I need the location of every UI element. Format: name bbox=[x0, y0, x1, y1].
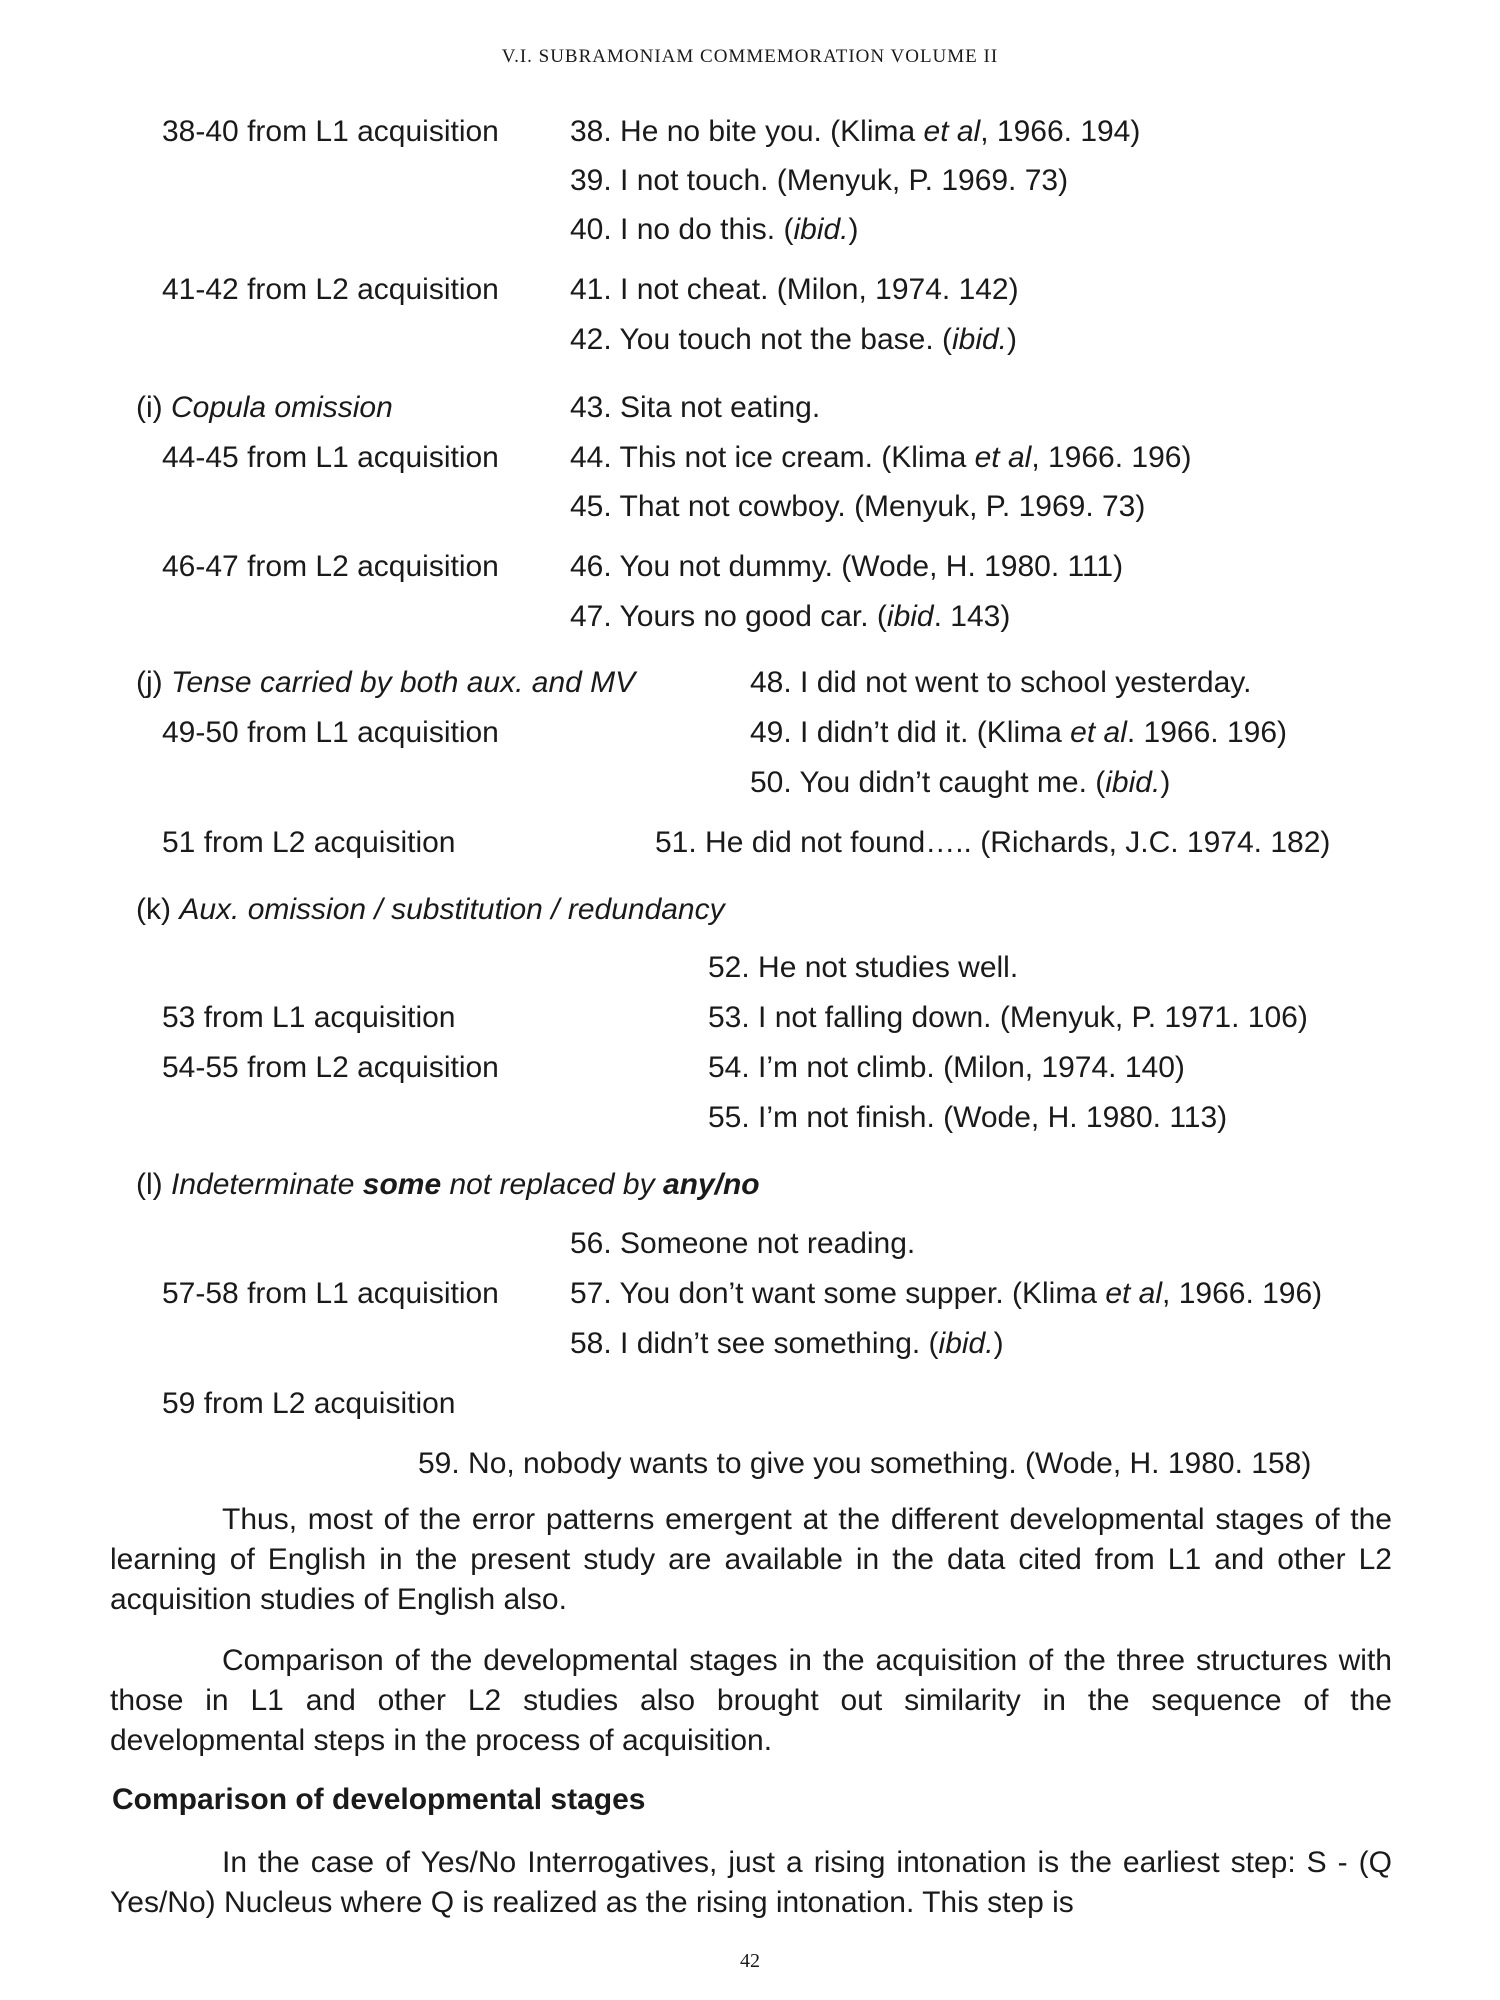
label-54-55: 54-55 from L2 acquisition bbox=[162, 1051, 499, 1084]
paragraph-comparison: Comparison of the developmental stages in the acquisition of the three structures with those in L1 and other L2 studies also brought out similarity in the sequence of the developmental steps in the process of acquisition. bbox=[110, 1644, 1392, 1757]
example-54: 54. I’m not climb. (Milon, 1974. 140) bbox=[708, 1051, 1185, 1084]
example-43: 43. Sita not eating. bbox=[570, 391, 821, 424]
example-39: 39. I not touch. (Menyuk, P. 1969. 73) bbox=[570, 164, 1069, 197]
example-58: 58. I didn’t see something. (ibid.) bbox=[570, 1327, 1004, 1360]
example-57: 57. You don’t want some supper. (Klima et al, 1966. 196) bbox=[570, 1277, 1323, 1310]
section-k-title: (k) Aux. omission / substitution / redundancy bbox=[136, 893, 725, 926]
example-53: 53. I not falling down. (Menyuk, P. 1971. 106) bbox=[708, 1001, 1308, 1034]
section-j-title: (j) Tense carried by both aux. and MV bbox=[136, 666, 636, 699]
example-42: 42. You touch not the base. (ibid.) bbox=[570, 323, 1018, 356]
example-46: 46. You not dummy. (Wode, H. 1980. 111) bbox=[570, 550, 1124, 583]
example-48: 48. I did not went to school yesterday. bbox=[750, 666, 1252, 699]
label-38-40: 38-40 from L1 acquisition bbox=[162, 115, 499, 148]
label-49-50: 49-50 from L1 acquisition bbox=[162, 716, 499, 749]
label-53: 53 from L1 acquisition bbox=[162, 1001, 456, 1034]
label-41-42: 41-42 from L2 acquisition bbox=[162, 273, 499, 306]
example-52: 52. He not studies well. bbox=[708, 951, 1019, 984]
example-47: 47. Yours no good car. (ibid. 143) bbox=[570, 600, 1011, 633]
label-59: 59 from L2 acquisition bbox=[162, 1387, 456, 1420]
example-44: 44. This not ice cream. (Klima et al, 1966. 196) bbox=[570, 441, 1192, 474]
label-51: 51 from L2 acquisition bbox=[162, 826, 456, 859]
example-41: 41. I not cheat. (Milon, 1974. 142) bbox=[570, 273, 1019, 306]
label-46-47: 46-47 from L2 acquisition bbox=[162, 550, 499, 583]
example-45: 45. That not cowboy. (Menyuk, P. 1969. 73) bbox=[570, 490, 1146, 523]
section-heading: Comparison of developmental stages bbox=[112, 1783, 646, 1816]
page-number: 42 bbox=[740, 1950, 760, 1972]
section-l-title: (l) Indeterminate some not replaced by any/no bbox=[136, 1168, 760, 1201]
example-50: 50. You didn’t caught me. (ibid.) bbox=[750, 766, 1171, 799]
example-55: 55. I’m not finish. (Wode, H. 1980. 113) bbox=[708, 1101, 1228, 1134]
example-59: 59. No, nobody wants to give you something. (Wode, H. 1980. 158) bbox=[418, 1447, 1312, 1480]
label-57-58: 57-58 from L1 acquisition bbox=[162, 1277, 499, 1310]
example-56: 56. Someone not reading. bbox=[570, 1227, 916, 1260]
example-38: 38. He no bite you. (Klima et al, 1966. 194) bbox=[570, 115, 1141, 148]
example-51: 51. He did not found….. (Richards, J.C. 1974. 182) bbox=[655, 826, 1331, 859]
example-40: 40. I no do this. (ibid.) bbox=[570, 213, 859, 246]
label-44-45: 44-45 from L1 acquisition bbox=[162, 441, 499, 474]
section-i-title: (i) Copula omission bbox=[136, 391, 393, 424]
paragraph-interrogatives: In the case of Yes/No Interrogatives, just a rising intonation is the earliest step: S - (Q Yes/No) Nucleus where Q is realized as the rising intonation. This step is bbox=[110, 1846, 1392, 1919]
example-49: 49. I didn’t did it. (Klima et al. 1966. 196) bbox=[750, 716, 1287, 749]
running-header: V.I. SUBRAMONIAM COMMEMORATION VOLUME II bbox=[501, 46, 999, 67]
paragraph-summary: Thus, most of the error patterns emergent at the different developmental stages of the learning of English in the present study are available in the data cited from L1 and other L2 acquisition studies of English also. bbox=[110, 1503, 1392, 1616]
